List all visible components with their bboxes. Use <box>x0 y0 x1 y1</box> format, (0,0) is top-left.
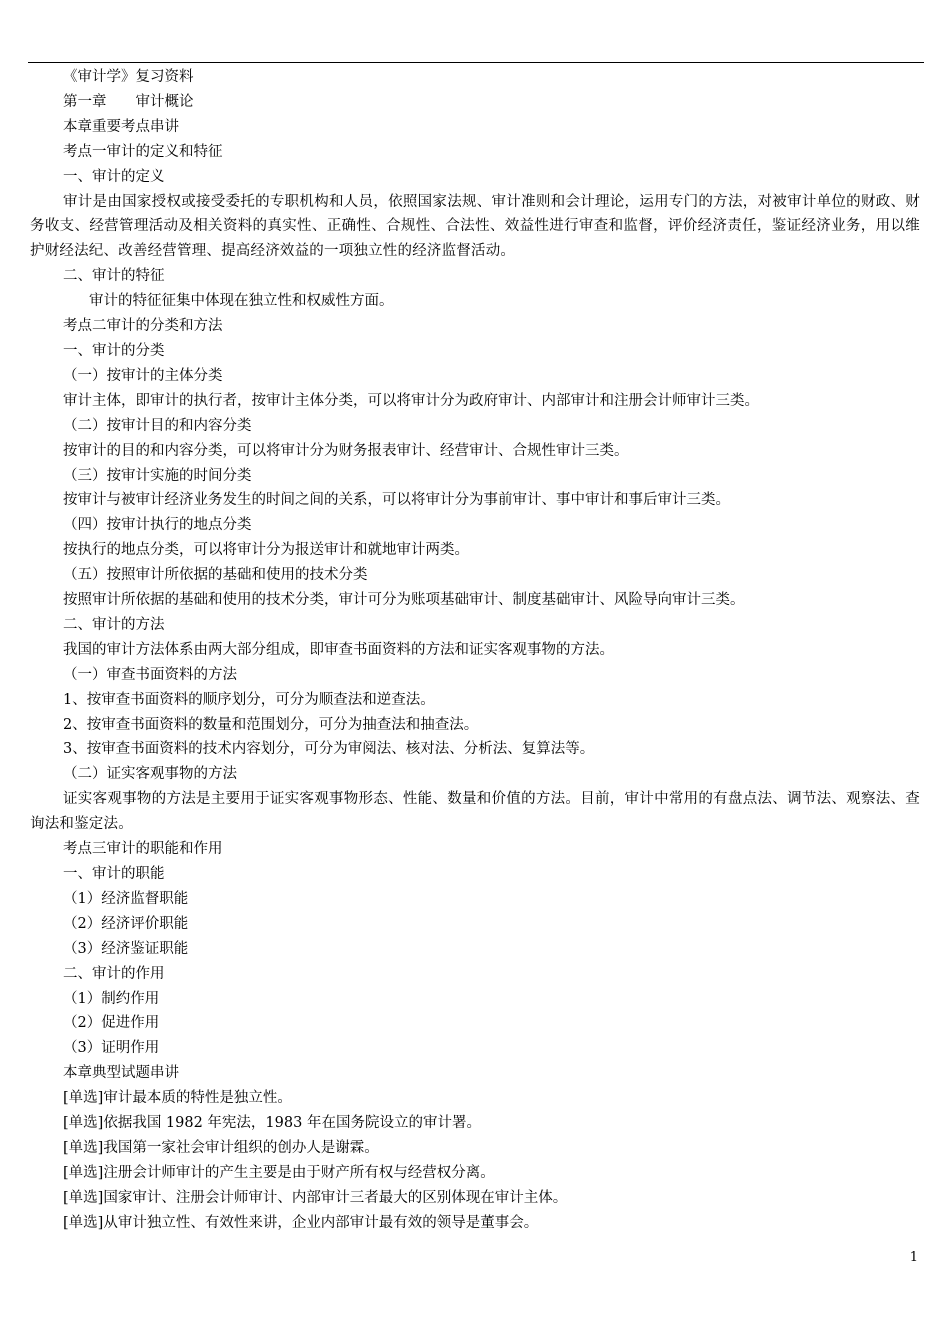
text-line: 审计主体，即审计的执行者，按审计主体分类，可以将审计分为政府审计、内部审计和注册会计师审计三类。 <box>63 392 759 409</box>
text-line: （一）按审计的主体分类 <box>63 367 223 384</box>
text-line: 二、审计的作用 <box>63 965 165 982</box>
text-line: 2、按审查书面资料的数量和范围划分，可分为抽查法和抽查法。 <box>63 716 479 733</box>
text-line: 一、审计的定义 <box>63 168 165 185</box>
paragraph: 审计是由国家授权或接受委托的专职机构和人员，依照国家法规、审计准则和会计理论，运用专门的方法，对被审计单位的财政、财务收支、经营管理活动及相关资料的真实性、正确性、合规性、合法性、效益性进行审查和监督，评价经济责任，鉴证经济业务，用以维护财经法纪、改善经营管理、提高经济效益的一项独立性的经济监督活动。 <box>30 193 920 260</box>
text-line: （三）按审计实施的时间分类 <box>63 467 252 484</box>
text-line: 按执行的地点分类，可以将审计分为报送审计和就地审计两类。 <box>63 542 469 559</box>
text-line: 按照审计所依据的基础和使用的技术分类，审计可分为账项基础审计、制度基础审计、风险导向审计三类。 <box>63 592 745 609</box>
text-line: [单选]我国第一家社会审计组织的创办人是谢霖。 <box>63 1139 379 1156</box>
text-line: （二）按审计目的和内容分类 <box>63 417 252 434</box>
text-line: （1）制约作用 <box>63 990 160 1007</box>
text-line: 本章典型试题串讲 <box>63 1065 179 1082</box>
text-line: 我国的审计方法体系由两大部分组成，即审查书面资料的方法和证实客观事物的方法。 <box>63 641 614 658</box>
text-line: [单选]国家审计、注册会计师审计、内部审计三者最大的区别体现在审计主体。 <box>63 1189 568 1206</box>
text-line: （3）证明作用 <box>63 1040 160 1057</box>
text-line: 考点三审计的职能和作用 <box>63 841 223 858</box>
text-line: 二、审计的特征 <box>63 268 165 285</box>
text-line: 审计的特征征集中体现在独立性和权威性方面。 <box>89 293 394 310</box>
document-body <box>30 65 920 1236</box>
text-line: 一、审计的分类 <box>63 342 165 359</box>
text-line: （1）经济监督职能 <box>63 890 189 907</box>
text-line: （一）审查书面资料的方法 <box>63 666 237 683</box>
text-line: 考点二审计的分类和方法 <box>63 318 223 335</box>
text-line: 按审计与被审计经济业务发生的时间之间的关系，可以将审计分为事前审计、事中审计和事后审计三类。 <box>63 492 730 509</box>
text-line: [单选]审计最本质的特性是独立性。 <box>63 1090 292 1107</box>
text-line: 考点一审计的定义和特征 <box>63 143 223 160</box>
text-line: [单选]注册会计师审计的产生主要是由于财产所有权与经营权分离。 <box>63 1164 495 1181</box>
text-line: 二、审计的方法 <box>63 616 165 633</box>
page-number: 1 <box>909 1250 918 1265</box>
text-line: 一、审计的职能 <box>63 866 165 882</box>
text-line: （四）按审计执行的地点分类 <box>63 517 252 534</box>
text-line: （五）按照审计所依据的基础和使用的技术分类 <box>63 567 368 584</box>
text-line: （2）经济评价职能 <box>63 915 189 932</box>
text-line: 本章重要考点串讲 <box>63 118 179 135</box>
text-line: 按审计的目的和内容分类，可以将审计分为财务报表审计、经营审计、合规性审计三类。 <box>63 442 629 459</box>
text-line: [单选]依据我国 1982 年宪法，1983 年在国务院设立的审计署。 <box>63 1115 481 1132</box>
text-line: （3）经济鉴证职能 <box>63 940 189 957</box>
text-line: 《审计学》复习资料 <box>63 69 194 85</box>
header-rule <box>28 62 924 63</box>
text-line: 3、按审查书面资料的技术内容划分，可分为审阅法、核对法、分析法、复算法等。 <box>63 741 595 758</box>
text-line: [单选]从审计独立性、有效性来讲，企业内部审计最有效的领导是董事会。 <box>63 1214 539 1231</box>
text-line: 第一章 审计概论 <box>63 93 194 110</box>
text-line: 1、按审查书面资料的顺序划分，可分为顺查法和逆查法。 <box>63 691 435 708</box>
text-line: （2）促进作用 <box>63 1015 160 1032</box>
text-line: （二）证实客观事物的方法 <box>63 766 237 783</box>
paragraph: 证实客观事物的方法是主要用于证实客观事物形态、性能、数量和价值的方法。目前，审计中常用的有盘点法、调节法、观察法、查询法和鉴定法。 <box>30 791 920 833</box>
